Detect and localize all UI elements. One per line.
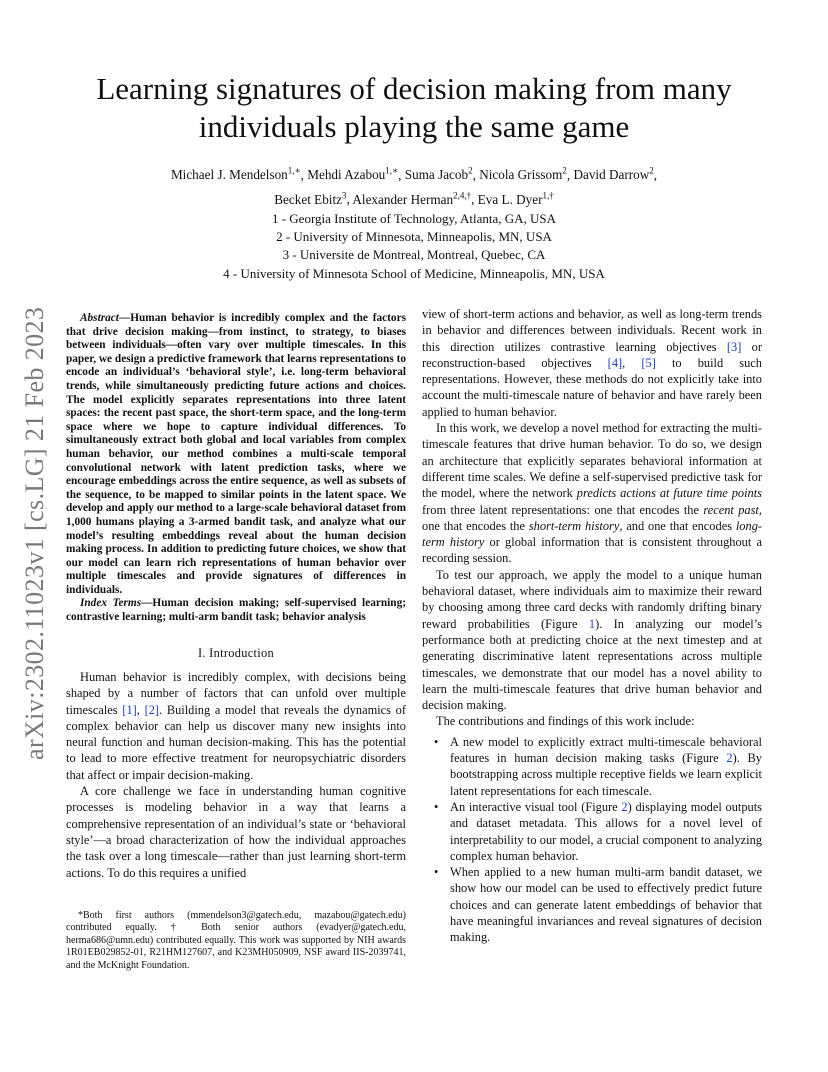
affiliation: 4 - University of Minnesota School of Medicine, Minneapolis, MN, USA xyxy=(223,265,605,281)
list-item: • When applied to a new human multi-arm bandit dataset, we show how our model can be used to effectively predict future choices and can generate latent embeddings of behavior that have meaningful invariances and reveal signatures of decision making. xyxy=(450,864,762,945)
affiliation: 1 - Georgia Institute of Technology, Atlanta, GA, USA xyxy=(271,211,557,226)
citation-link[interactable]: [ 1 ] xyxy=(122,703,136,717)
arxiv-identifier-stamp: arXiv:2302.11023v1 [cs.LG] 21 Feb 2023 xyxy=(20,306,49,760)
authors-line-2: Becket Ebitz$^3$, Alexander Herman$^{2,4,\dagger}$, Eva L. Dyer$^{1,\dagger}$ xyxy=(274,190,554,207)
author-list xyxy=(60,161,768,210)
right-column xyxy=(422,306,762,946)
affiliation: 3 - Universite de Montreal, Montreal, Quebec, CA xyxy=(282,247,546,263)
author: Eva L. Dyer$^{1,\dagger}$ xyxy=(477,190,554,207)
footnote: *Both first authors (mmendelson3@gatech.edu, mazabou@gatech.edu) contributed equally. † Both senior authors (evadyer@gatech.edu, herma686@umn.edu) contributed equally. This work was supported by NIH awards 1R01EB029852-01, R21HM127607, and K23MH050909, NSF award IIS-2039741, and the McKnight Foundation. xyxy=(66,910,406,971)
author: Suma Jacob$^2$ xyxy=(404,166,473,183)
left-column xyxy=(66,312,406,881)
affiliation-list xyxy=(60,210,768,283)
intro-paragraph-2: A core challenge we face in understanding human cognitive processes is modeling behavior in a way that learns a comprehensive representation of an individual’s state or ‘behavioral style’—a broad characterization of how the individual approaches the task over a long timescale—rather than just learning short-term actions. To do this requires a unified xyxy=(66,784,406,880)
paper-title: Learning signatures of decision making from many individuals playing the same game xyxy=(96,71,732,144)
citation-link[interactable]: [ 2 ] xyxy=(145,703,159,717)
author: Alexander Herman$^{2,4,\dagger}$ xyxy=(352,190,472,207)
citation-link[interactable]: [ 5 ] xyxy=(641,356,655,370)
figure-link[interactable]: 1 xyxy=(588,616,596,631)
intro-paragraph-6: The contributions and findings of this work include: xyxy=(436,714,695,729)
intro-paragraph-5: To test our approach, we apply the model to a unique human behavioral dataset, where individuals aim to maximize their reward by choosing among three card decks with randomly drifting binary reward probabilities (Figure 1). In analyzing our model’s performance both at predicting choice at the next timestep and at generating discriminative latent representations across multiple timescales, we demonstrate that our model has a novel ability to learn the multi-timescale features that drive human behavior and decision making. xyxy=(422,567,762,713)
author: Mehdi Azabou$^{1,∗}$ xyxy=(307,166,399,183)
author: Michael J. Mendelson$^{1,∗}$ xyxy=(170,166,301,183)
author: Nicola Grissom$^2$ xyxy=(479,166,567,183)
contributions-list xyxy=(422,734,762,946)
list-item: • A new model to explicitly extract multi-timescale behavioral features in human decision making tasks (Figure 2). By bootstrapping across multiple receptive fields we learn explicit latent representations for each timescale. xyxy=(450,734,762,799)
intro-paragraph-3: view of short-term actions and behavior, as well as long-term trends in behavior and differences between individuals. Recent work in this direction utilizes contrastive learning objectives [ 3 ] or reconstruction-based objectives [ 4 ] , [ 5 ] to build such representations. However, these methods do not explicitly take into account the multi-timescale nature of behavior and have rarely been applied to human behavior. xyxy=(422,306,762,420)
authors-line-1: Michael J. Mendelson$^{1,∗}$, Mehdi Azabou$^{1,∗}$, Suma Jacob$^2$, Nicola Grissom$^2$, David Darrow$^2$, xyxy=(170,166,658,183)
author: David Darrow$^2$ xyxy=(573,166,654,183)
affiliation: 2 - University of Minnesota, Minneapolis, MN, USA xyxy=(276,229,552,245)
section-heading-introduction: I. Introduction xyxy=(197,645,275,660)
intro-paragraph-4: In this work, we develop a novel method for extracting the multi-timescale features that drive human behavior. To do so, we design an architecture that explicitly separates behavioral information at different time scales. We define a self-supervised predictive task for the model, where the network predicts actions at future time points from three latent representations: one that encodes the recent past, one that encodes the short-term history, and one that encodes long-term history or global information that is consistent throughout a recording session. xyxy=(422,421,763,566)
abstract: Abstract—Human behavior is incredibly complex and the factors that drive decision making—from instinct, to strategy, to biases between individuals—often vary over multiple timescales. In this paper, we design a predictive framework that learns representations to encode an individual’s ‘behavioral style’, i.e. long-term behavioral trends, while simultaneously predicting future actions and choices. The model explicitly separates representations into three latent spaces: the recent past space, the short-term space, and the long-term space where we hope to capture individual differences. To simultaneously extract both global and local variables from complex human behavior, our method combines a multi-scale temporal convolutional network with latent prediction tasks, where we encourage embeddings across the entire sequence, as well as subsets of the sequence, to be mapped to similar points in the latent space. We develop and apply our method to a large-scale behavioral dataset from 1,000 humans playing a 3-armed bandit task, and analyze what our model’s resulting embeddings reveal about the human decision making process. In addition to predicting future choices, we show that our model can learn rich representations of human behavior over multiple timescales and provide signatures of differences in individuals. xyxy=(66,312,406,596)
index-terms: Index Terms—Human decision making; self-supervised learning; contrastive learning; multi-arm bandit task; behavior analysis xyxy=(66,597,406,624)
list-item: • An interactive visual tool (Figure 2) displaying model outputs and dataset metadata. This allows for a novel level of interpretability to our model, a crucial component to analyzing complex human behavior. xyxy=(450,799,762,864)
citation-link[interactable]: [ 3 ] xyxy=(727,340,741,354)
figure-link[interactable]: 2 xyxy=(621,799,628,814)
citation-link[interactable]: [ 4 ] xyxy=(608,356,622,370)
author: Becket Ebitz$^3$ xyxy=(274,190,347,207)
intro-paragraph-1: Human behavior is incredibly complex, with decisions being shaped by a number of factors that can unfold over multiple timescales [ 1 ] , [ 2 ] . Building a model that reveals the dynamics of complex behavior can help us discover many new insights into neural function and human decision-making. This has the potential to lead to more effective treatment for neuropsychiatric disorders that affect or impair decision-making. xyxy=(66,669,406,783)
figure-link[interactable]: 2 xyxy=(726,751,733,766)
